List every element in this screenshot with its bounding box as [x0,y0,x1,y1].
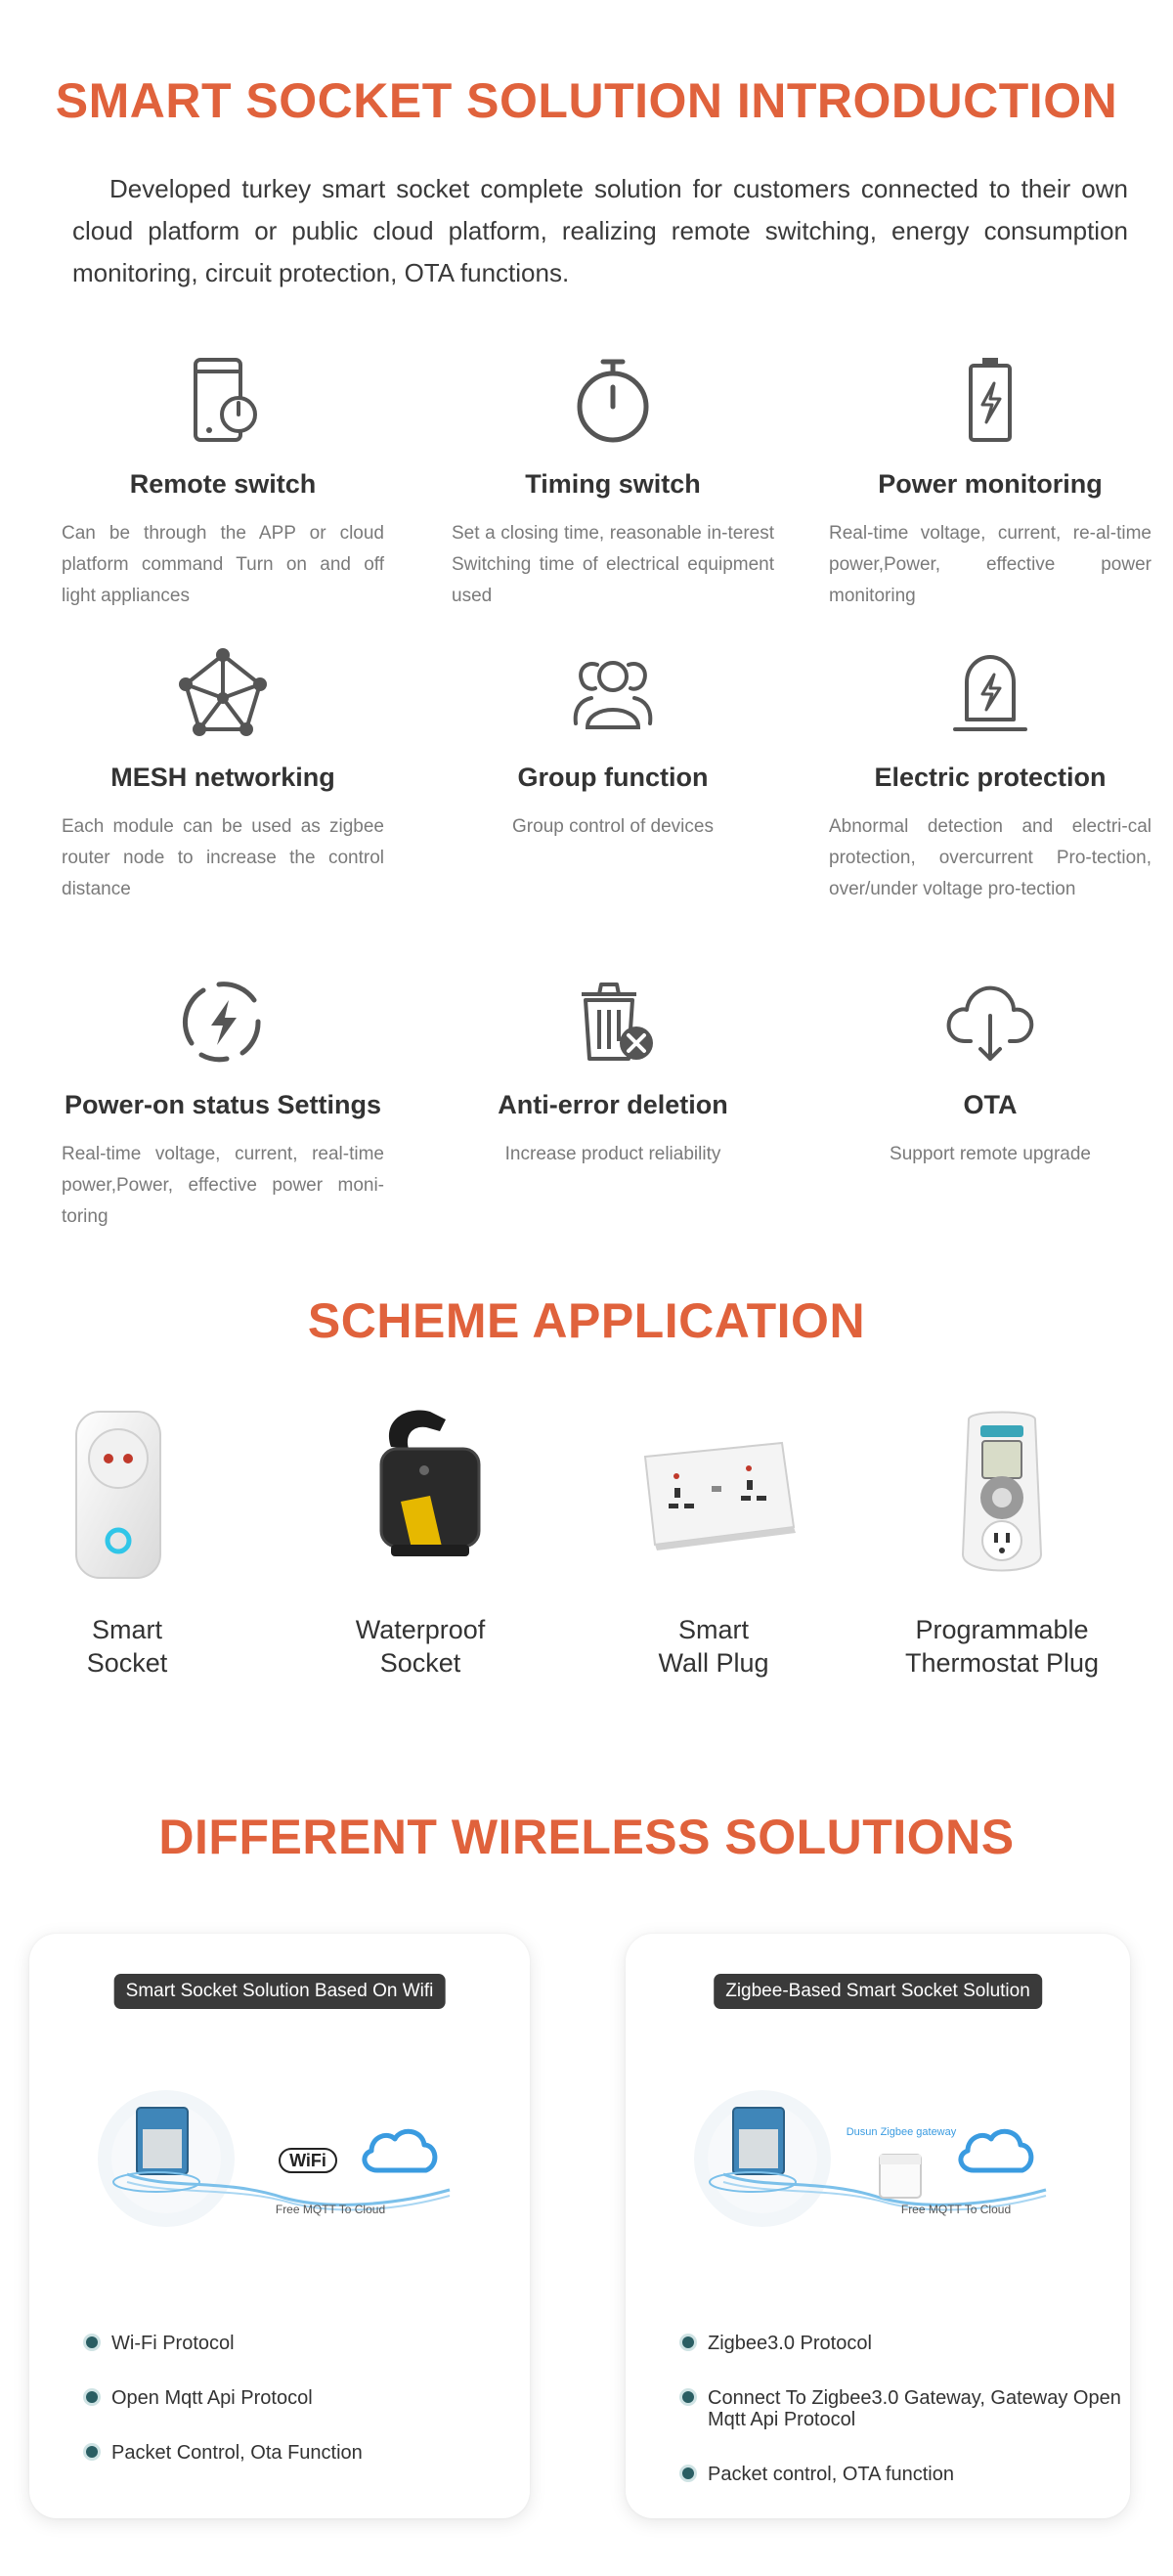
gateway-tag: Dusun Zigbee gateway [846,2126,957,2138]
intro-title: SMART SOCKET SOLUTION INTRODUCTION [55,73,1118,128]
feature-title: OTA [963,1090,1018,1119]
list-item: Connect To Zigbee3.0 Gateway, Gateway Open Mqtt Api Protocol [680,2387,1150,2430]
list-item: Packet Control, Ota Function [84,2442,553,2464]
feature-desc: Abnormal detection and electri-cal protection, overcurrent Pro-tection, over/under voltage pro-tection [829,816,1151,899]
feature-mesh-networking [62,645,384,905]
feature-desc: Real-time voltage, current, re-al-time power,Power, effective power monitoring [829,523,1151,606]
phone-power-icon [174,352,272,450]
list-item: Open Mqtt Api Protocol [84,2387,553,2409]
feature-title: Remote switch [129,469,317,499]
zigbee-module-diagram [684,2080,1075,2237]
feature-desc: Each module can be used as zigbee router node to increase the control distance [62,816,384,899]
stopwatch-icon [564,352,662,450]
card-badge: Smart Socket Solution Based On Wifi [114,1974,446,2009]
wifi-module-diagram [88,2080,479,2237]
wifi-feature-list [84,2333,553,2497]
feature-power-on-status [62,973,384,1233]
feature-title: Group function [517,763,709,792]
feature-title: Electric protection [874,763,1107,792]
zigbee-solution-card [626,1934,1130,2518]
smart-wall-plug-image [616,1398,811,1594]
feature-title: Power monitoring [878,469,1103,499]
intro-paragraph: Developed turkey smart socket complete solution for customers connected to their own cloud platform or public cloud platform, realizing remote switching, energy consumption monitoring, circuit protection, OTA functions. [72,174,1128,287]
product-label: Smart Socket [86,1615,168,1678]
power-status-icon [174,973,272,1070]
feature-anti-error-deletion [452,973,774,1170]
product-label: Waterproof Socket [355,1615,486,1678]
mesh-network-icon [174,645,272,743]
list-item: Wi-Fi Protocol [84,2333,553,2354]
feature-desc: Set a closing time, reasonable in-terest Switching time of electrical equipment used [452,523,774,606]
feature-ota [829,973,1151,1170]
cloud-download-icon [941,973,1039,1070]
wireless-title: DIFFERENT WIRELESS SOLUTIONS [158,1810,1015,1864]
feature-desc: Can be through the APP or cloud platform command Turn on and off light appliances [62,523,384,606]
trash-delete-icon [564,973,662,1070]
zigbee-feature-list [680,2333,1150,2518]
feature-title: MESH networking [110,763,335,792]
group-users-icon [564,645,662,743]
product-waterproof-socket [293,1398,547,1680]
product-smart-socket [0,1398,254,1680]
wifi-tag: WiFi [289,2151,326,2170]
feature-desc: Increase product reliability [504,1144,721,1164]
list-item: Zigbee3.0 Protocol [680,2333,1150,2354]
feature-group-function [452,645,774,843]
smart-socket-image [29,1398,225,1594]
feature-desc: Support remote upgrade [890,1144,1091,1164]
diagram-caption: Free MQTT To Cloud [900,2203,1012,2216]
feature-desc: Group control of devices [512,816,714,837]
product-label: Programmable Thermostat Plug [904,1615,1100,1678]
list-item: Packet control, OTA function [680,2464,1150,2485]
waterproof-socket-image [323,1398,518,1594]
product-thermostat-plug [875,1398,1129,1680]
product-label: Smart Wall Plug [658,1615,769,1678]
battery-bolt-icon [941,352,1039,450]
feature-title: Power-on status Settings [64,1090,382,1119]
product-smart-wall-plug [586,1398,841,1680]
feature-title: Timing switch [525,469,701,499]
thermostat-plug-image [904,1398,1100,1594]
wifi-solution-card [29,1934,530,2518]
card-badge: Zigbee-Based Smart Socket Solution [714,1974,1042,2009]
feature-timing-switch [452,352,774,612]
feature-desc: Real-time voltage, current, real-time power,Power, effective power moni-toring [62,1144,384,1227]
electric-shield-icon [941,645,1039,743]
feature-electric-protection [829,645,1151,905]
feature-remote-switch [62,352,384,612]
diagram-caption: Free MQTT To Cloud [275,2203,386,2216]
feature-power-monitoring [829,352,1151,612]
feature-title: Anti-error deletion [498,1090,728,1119]
scheme-title: SCHEME APPLICATION [307,1293,866,1348]
